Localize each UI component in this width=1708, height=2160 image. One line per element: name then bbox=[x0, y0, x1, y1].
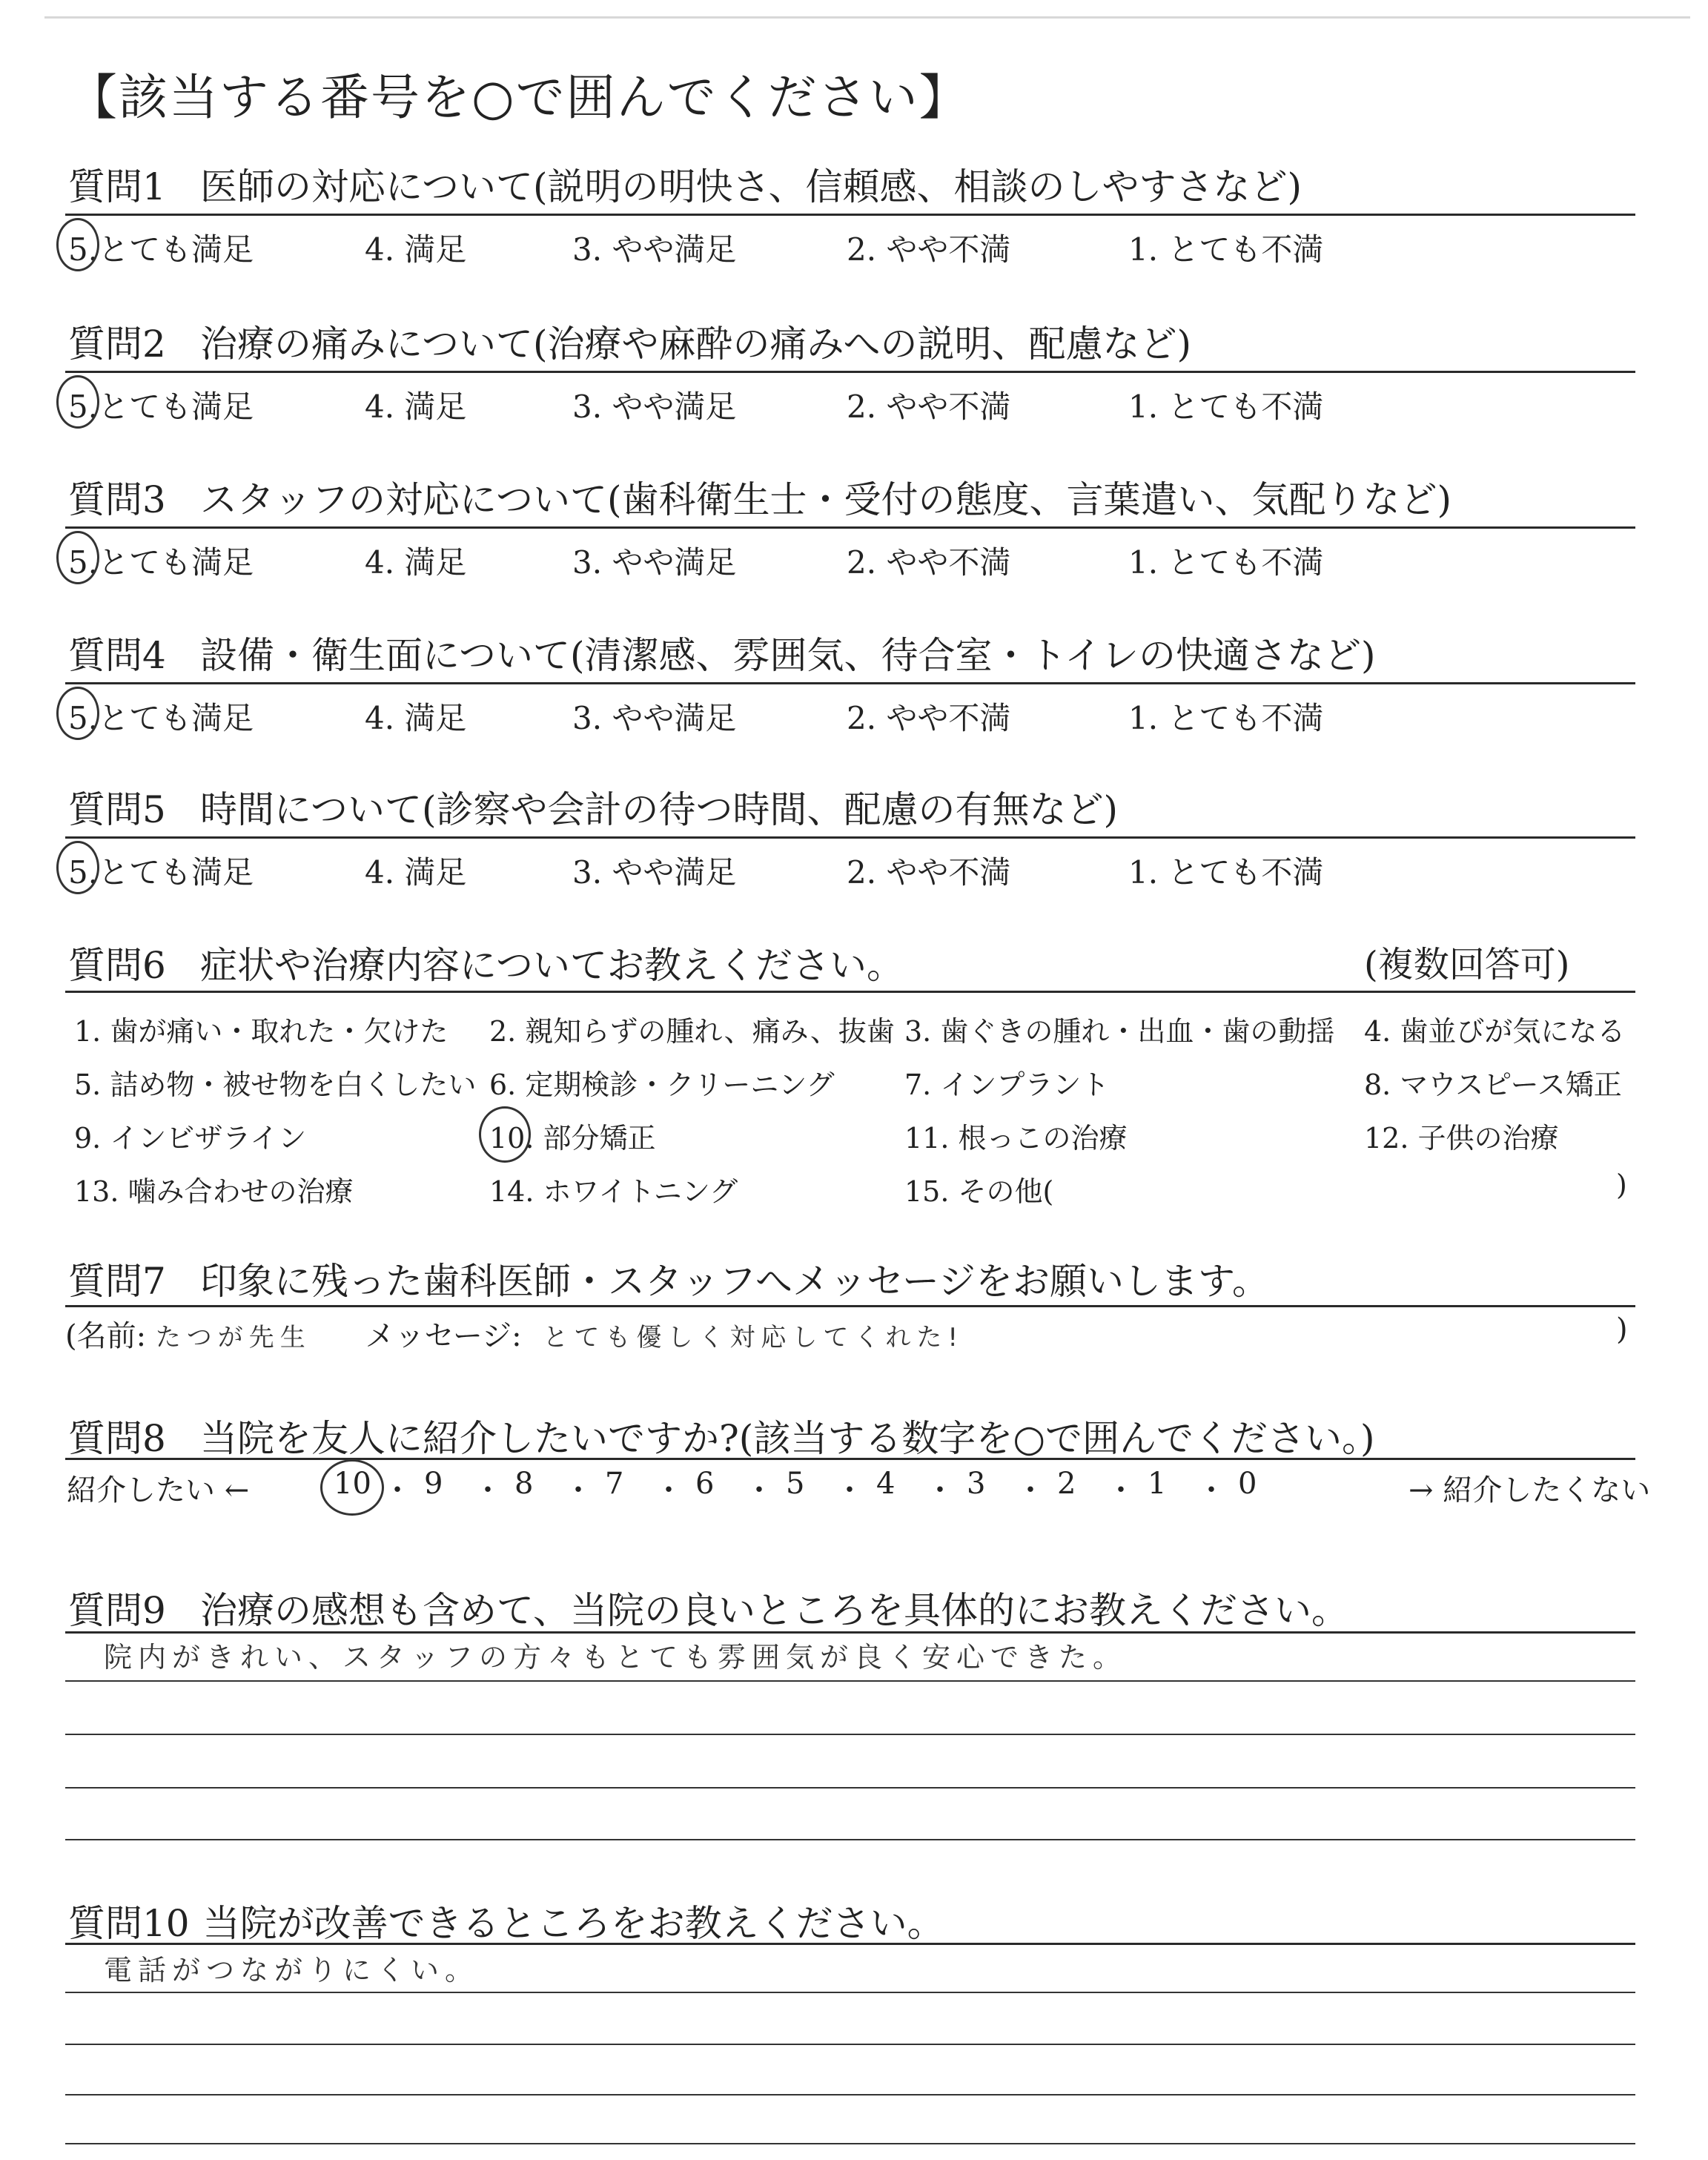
q8-scale-separator: ・ bbox=[1196, 1473, 1226, 1507]
q10-text: 当院が改善できるところをお教えください。 bbox=[202, 1902, 944, 1945]
q7-answer-row bbox=[65, 1312, 964, 1355]
rating-option[interactable]: 1. とても不満 bbox=[1128, 389, 1324, 425]
question-rule bbox=[65, 526, 1635, 529]
rating-option[interactable]: 2. やや不満 bbox=[847, 544, 1011, 581]
q8-left-label: 紹介したい ← bbox=[67, 1473, 250, 1507]
q7-title bbox=[68, 1252, 1269, 1305]
q7-label: 質問7 bbox=[68, 1260, 166, 1303]
q9-label: 質問9 bbox=[68, 1589, 166, 1632]
q9-writing-line bbox=[65, 1787, 1635, 1789]
q6-option[interactable]: 10. 部分矯正 bbox=[489, 1122, 656, 1155]
q3-title bbox=[68, 470, 1452, 524]
rating-option[interactable]: 2. やや不満 bbox=[847, 700, 1011, 736]
q9-answer[interactable]: 院内がきれい、スタッフの方々もとても雰囲気が良く安心できた。 bbox=[104, 1641, 1128, 1674]
q6-title bbox=[68, 936, 904, 989]
rating-option[interactable]: 2. やや不満 bbox=[847, 389, 1011, 425]
q6-option[interactable]: 3. 歯ぐきの腫れ・出血・歯の動揺 bbox=[904, 1015, 1335, 1048]
q6-option[interactable]: 2. 親知らずの腫れ、痛み、抜歯 bbox=[489, 1015, 895, 1048]
q6-option[interactable]: 15. その他( bbox=[904, 1175, 1054, 1208]
question-label: 質問2 bbox=[68, 323, 166, 366]
q9-rule bbox=[65, 1631, 1635, 1634]
q7-name-label: (名前: bbox=[65, 1319, 147, 1353]
q6-option[interactable]: 4. 歯並びが気になる bbox=[1364, 1015, 1626, 1048]
q6-option[interactable]: 11. 根っこの治療 bbox=[904, 1122, 1128, 1155]
q2-title bbox=[68, 314, 1191, 368]
rating-option[interactable]: 1. とても不満 bbox=[1128, 854, 1324, 891]
rating-option[interactable]: 5.とても満足 bbox=[68, 231, 254, 268]
q8-scale-separator: ・ bbox=[1016, 1473, 1045, 1507]
rating-option[interactable]: 3. やや満足 bbox=[572, 544, 737, 581]
q10-title bbox=[68, 1894, 944, 1947]
rating-option[interactable]: 5.とても満足 bbox=[68, 700, 254, 736]
rating-option[interactable]: 4. 満足 bbox=[365, 544, 467, 581]
rating-option[interactable]: 1. とても不満 bbox=[1128, 231, 1324, 268]
question-label: 質問1 bbox=[68, 165, 166, 208]
question-rule bbox=[65, 214, 1635, 216]
rating-option[interactable]: 2. やや不満 bbox=[847, 854, 1011, 891]
q10-writing-line bbox=[65, 2143, 1635, 2144]
q6-rule bbox=[65, 991, 1635, 993]
question-label: 質問3 bbox=[68, 478, 166, 521]
q6-option[interactable]: ) bbox=[1616, 1169, 1627, 1201]
q6-option[interactable]: 6. 定期検診・クリーニング bbox=[489, 1069, 835, 1101]
q8-scale-separator: ・ bbox=[383, 1473, 412, 1507]
question-label: 質問4 bbox=[68, 634, 166, 677]
rating-option[interactable]: 4. 満足 bbox=[365, 700, 467, 736]
rating-option[interactable]: 3. やや満足 bbox=[572, 231, 737, 268]
rating-options bbox=[68, 848, 1632, 890]
q8-scale-separator: ・ bbox=[473, 1473, 503, 1507]
q10-answer[interactable]: 電話がつながりにくい。 bbox=[104, 1954, 480, 1986]
top-edge-line bbox=[44, 16, 1690, 19]
q8-scale-separator: ・ bbox=[563, 1473, 593, 1507]
q6-option[interactable]: 7. インプラント bbox=[904, 1069, 1110, 1101]
rating-options bbox=[68, 383, 1632, 424]
q10-writing-line bbox=[65, 2094, 1635, 2095]
q8-scale bbox=[67, 1467, 1651, 1511]
q8-scale-separator: ・ bbox=[654, 1473, 683, 1507]
q6-option[interactable]: 13. 噛み合わせの治療 bbox=[74, 1175, 354, 1208]
selected-answer-circle bbox=[56, 375, 99, 429]
q10-label: 質問10 bbox=[68, 1902, 190, 1945]
q7-message-value[interactable]: とても優しく対応してくれた! bbox=[543, 1323, 964, 1353]
q7-name-value[interactable]: たつが先生 bbox=[155, 1323, 311, 1353]
selected-answer-circle bbox=[56, 531, 99, 584]
rating-option[interactable]: 4. 満足 bbox=[365, 389, 467, 425]
q8-scale-value[interactable]: 4 bbox=[876, 1467, 896, 1501]
q6-option[interactable]: 8. マウスピース矯正 bbox=[1364, 1069, 1622, 1101]
q10-writing-line bbox=[65, 2044, 1635, 2045]
q9-title bbox=[68, 1581, 1348, 1634]
selected-answer-circle bbox=[56, 841, 99, 894]
question-text: 医師の対応について(説明の明快さ、信頼感、相談のしやすさなど) bbox=[200, 165, 1302, 208]
q6-option[interactable]: 14. ホワイトニング bbox=[489, 1175, 738, 1208]
q8-scale-value[interactable]: 8 bbox=[514, 1467, 534, 1501]
q9-writing-line bbox=[65, 1680, 1635, 1682]
q8-scale-value[interactable]: 10 bbox=[334, 1467, 371, 1501]
q6-option[interactable]: 5. 詰め物・被せ物を白くしたい bbox=[74, 1069, 477, 1101]
rating-option[interactable]: 3. やや満足 bbox=[572, 700, 737, 736]
q6-text: 症状や治療内容についてお教えください。 bbox=[200, 944, 904, 987]
q8-scale-value[interactable]: 7 bbox=[605, 1467, 624, 1501]
q10-writing-line bbox=[65, 1992, 1635, 1993]
q8-scale-separator: ・ bbox=[925, 1473, 955, 1507]
q10-rule bbox=[65, 1943, 1635, 1945]
q7-close-paren: ) bbox=[1616, 1312, 1628, 1347]
q7-text: 印象に残った歯科医師・スタッフへメッセージをお願いします。 bbox=[200, 1260, 1269, 1303]
q8-selected-circle bbox=[320, 1459, 384, 1516]
rating-option[interactable]: 5.とても満足 bbox=[68, 544, 254, 581]
question-rule bbox=[65, 682, 1635, 684]
rating-option[interactable]: 1. とても不満 bbox=[1128, 544, 1324, 581]
rating-options bbox=[68, 694, 1632, 736]
q4-title bbox=[68, 626, 1376, 679]
q6-option[interactable]: 9. インビザライン bbox=[74, 1122, 307, 1155]
question-rule bbox=[65, 836, 1635, 839]
rating-option[interactable]: 5.とても満足 bbox=[68, 854, 254, 891]
q8-scale-value[interactable]: 6 bbox=[695, 1467, 715, 1501]
q8-scale-value[interactable]: 9 bbox=[424, 1467, 443, 1501]
rating-option[interactable]: 3. やや満足 bbox=[572, 854, 737, 891]
q8-scale-value[interactable]: 2 bbox=[1057, 1467, 1076, 1501]
q8-label: 質問8 bbox=[68, 1417, 166, 1460]
question-text: 時間について(診察や会計の待つ時間、配慮の有無など) bbox=[200, 788, 1119, 831]
rating-option[interactable]: 4. 満足 bbox=[365, 854, 467, 891]
selected-answer-circle bbox=[56, 687, 99, 740]
q8-scale-separator: ・ bbox=[835, 1473, 864, 1507]
question-text: 治療の痛みについて(治療や麻酔の痛みへの説明、配慮など) bbox=[200, 323, 1192, 366]
q6-option[interactable]: 12. 子供の治療 bbox=[1364, 1122, 1559, 1155]
rating-option[interactable]: 1. とても不満 bbox=[1128, 700, 1324, 736]
q7-rule bbox=[65, 1305, 1635, 1307]
q5-title bbox=[68, 780, 1118, 833]
q8-scale-value[interactable]: 5 bbox=[786, 1467, 805, 1501]
q6-note: (複数回答可) bbox=[1364, 944, 1570, 985]
q8-scale-value[interactable]: 3 bbox=[967, 1467, 986, 1501]
q9-writing-line bbox=[65, 1734, 1635, 1735]
rating-option[interactable]: 3. やや満足 bbox=[572, 389, 737, 425]
q6-label: 質問6 bbox=[68, 944, 166, 987]
question-text: 設備・衛生面について(清潔感、雰囲気、待合室・トイレの快適さなど) bbox=[200, 634, 1376, 677]
rating-options bbox=[68, 225, 1632, 267]
q6-selected-circle bbox=[479, 1106, 531, 1163]
q8-scale-value[interactable]: 0 bbox=[1238, 1467, 1257, 1501]
q8-rule bbox=[65, 1458, 1635, 1460]
rating-option[interactable]: 4. 満足 bbox=[365, 231, 467, 268]
selected-answer-circle bbox=[56, 218, 99, 271]
q9-text: 治療の感想も含めて、当院の良いところを具体的にお教えください。 bbox=[200, 1589, 1348, 1632]
q1-title bbox=[68, 157, 1302, 211]
q9-writing-line bbox=[65, 1839, 1635, 1840]
q8-title bbox=[68, 1409, 1374, 1462]
q8-text: 当院を友人に紹介したいですか?(該当する数字を○で囲んでください。) bbox=[200, 1417, 1375, 1460]
rating-options bbox=[68, 538, 1632, 580]
question-label: 質問5 bbox=[68, 788, 166, 831]
rating-option[interactable]: 2. やや不満 bbox=[847, 231, 1011, 268]
q8-scale-separator: ・ bbox=[1106, 1473, 1136, 1507]
q8-scale-value[interactable]: 1 bbox=[1148, 1467, 1167, 1501]
rating-option[interactable]: 5.とても満足 bbox=[68, 389, 254, 425]
form-header: 【該当する番号を○で囲んでください】 bbox=[68, 69, 970, 126]
question-text: スタッフの対応について(歯科衛生士・受付の態度、言葉遣い、気配りなど) bbox=[200, 478, 1452, 521]
q8-right-label: → 紹介したくない bbox=[1409, 1473, 1651, 1507]
q8-scale-separator: ・ bbox=[744, 1473, 774, 1507]
question-rule bbox=[65, 371, 1635, 373]
q7-message-label: メッセージ: bbox=[365, 1319, 522, 1353]
q6-option[interactable]: 1. 歯が痛い・取れた・欠けた bbox=[74, 1015, 448, 1048]
